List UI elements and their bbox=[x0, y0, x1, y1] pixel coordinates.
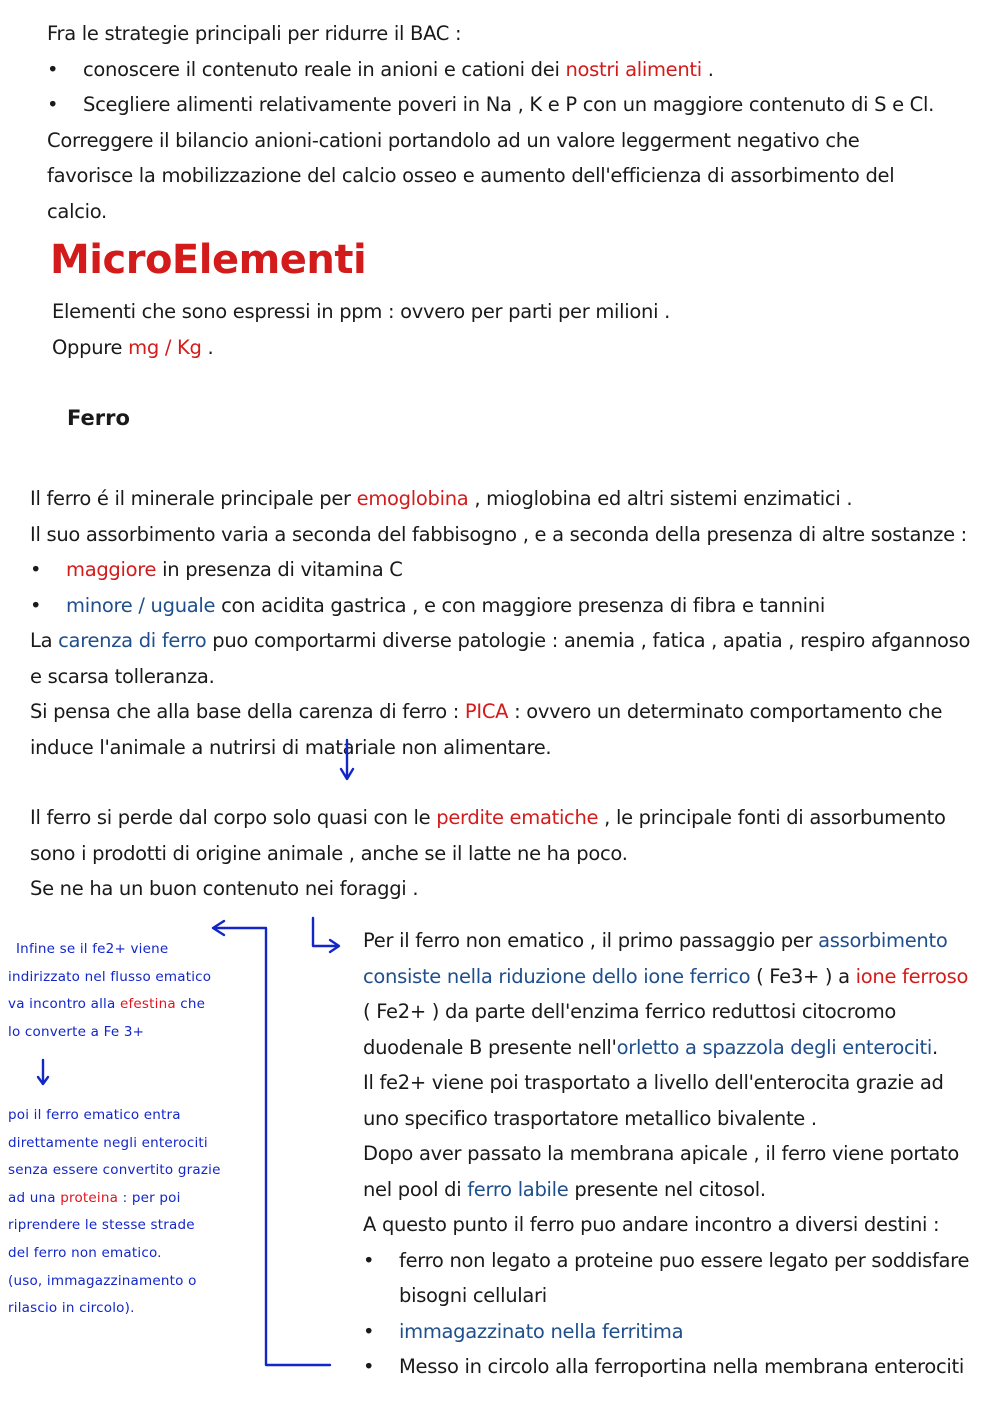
note-line: va incontro alla efestina che bbox=[8, 996, 206, 1013]
right-paragraph: A questo punto il ferro puo andare incontro a diversi destini : bbox=[363, 1213, 940, 1236]
list-item: • maggiore in presenza di vitamina C bbox=[30, 552, 975, 588]
ferro-paragraph: Il suo assorbimento varia a seconda del fabbisogno , e a seconda della presenza di altre sostanze : bbox=[30, 522, 967, 546]
list-item: • immagazzinato nella ferritima bbox=[363, 1314, 978, 1350]
list-item: • conoscere il contenuto reale in anioni e cationi dei nostri alimenti . bbox=[47, 52, 947, 88]
small-down-arrow-icon bbox=[38, 1060, 48, 1084]
micro-definition: Elementi che sono espressi in ppm : ovvero per parti per milioni . bbox=[52, 300, 671, 323]
note-line: riprendere le stesse strade bbox=[8, 1217, 195, 1234]
ferro-paragraph: Il ferro si perde dal corpo solo quasi con le perdite ematiche , le principale fonti di assorbumento sono i prodotti di origine animale , anche se il latte ne ha poco. bbox=[30, 806, 946, 865]
intro-paragraph: Correggere il bilancio anioni-cationi portandolo ad un valore leggerment negativo che favorisce la mobilizzazione del calcio osseo e aumento dell'efficienza di assorbimento del calcio. bbox=[47, 128, 895, 223]
ferro-paragraph: Se ne ha un buon contenuto nei foraggi . bbox=[30, 877, 419, 900]
down-arrow-icon bbox=[341, 740, 353, 779]
page-title: MicroElementi bbox=[50, 237, 367, 283]
ferro-paragraph: Il ferro é il minerale principale per emoglobina , mioglobina ed altri sistemi enzimatici . bbox=[30, 487, 853, 510]
list-item: • Messo in circolo alla ferroportina nella membrana enterociti bbox=[363, 1349, 978, 1385]
note-line: (uso, immagazzinamento o bbox=[8, 1272, 197, 1289]
note-line: direttamente negli enterociti bbox=[8, 1134, 208, 1151]
note-line: Infine se il fe2+ viene bbox=[16, 941, 169, 957]
list-item: • ferro non legato a proteine puo essere legato per soddisfare bisogni cellulari bbox=[363, 1243, 978, 1314]
ferro-paragraph: Si pensa che alla base della carenza di ferro : PICA : ovvero un determinato comportamento che induce l'animale a nutrirsi di matariale non alimentare. bbox=[30, 700, 943, 759]
bracket-connector bbox=[213, 921, 330, 1365]
note-line: poi il ferro ematico entra bbox=[8, 1107, 181, 1123]
corner-arrow-icon bbox=[313, 918, 339, 952]
list-item: • Scegliere alimenti relativamente poveri in Na , K e P con un maggiore contenuto di S e Cl. bbox=[47, 87, 947, 123]
note-line: del ferro non ematico. bbox=[8, 1244, 162, 1261]
right-paragraph: Il fe2+ viene poi trasportato a livello dell'enterocita grazie ad uno specifico trasportatore metallico bivalente . bbox=[363, 1071, 944, 1130]
note-line: senza essere convertito grazie bbox=[8, 1162, 221, 1179]
note-line: rilascio in circolo). bbox=[8, 1300, 135, 1317]
intro-line: Fra le strategie principali per ridurre il BAC : bbox=[47, 22, 462, 45]
note-line: ad una proteina : per poi bbox=[8, 1189, 181, 1206]
right-paragraph: Per il ferro non ematico , il primo passaggio per assorbimento consiste nella riduzione dello ione ferrico ( Fe3+ ) a ione ferroso ( Fe2+ ) da parte dell'enzima ferrico reduttosi citocromo duodenale B presente nell'orletto a spazzola degli enterociti. bbox=[363, 929, 969, 1059]
micro-units: Oppure mg / Kg . bbox=[52, 335, 214, 359]
note-line: indirizzato nel flusso ematico bbox=[8, 968, 212, 985]
ferro-paragraph: La carenza di ferro puo comportarmi diverse patologie : anemia , fatica , apatia , respiro afgannoso e scarsa tolleranza. bbox=[30, 629, 971, 688]
section-heading: Ferro bbox=[67, 406, 130, 430]
list-item: • minore / uguale con acidita gastrica , e con maggiore presenza di fibra e tannini bbox=[30, 588, 975, 624]
right-paragraph: Dopo aver passato la membrana apicale , il ferro viene portato nel pool di ferro labile presente nel citosol. bbox=[363, 1142, 960, 1201]
note-line: lo converte a Fe 3+ bbox=[8, 1023, 145, 1040]
